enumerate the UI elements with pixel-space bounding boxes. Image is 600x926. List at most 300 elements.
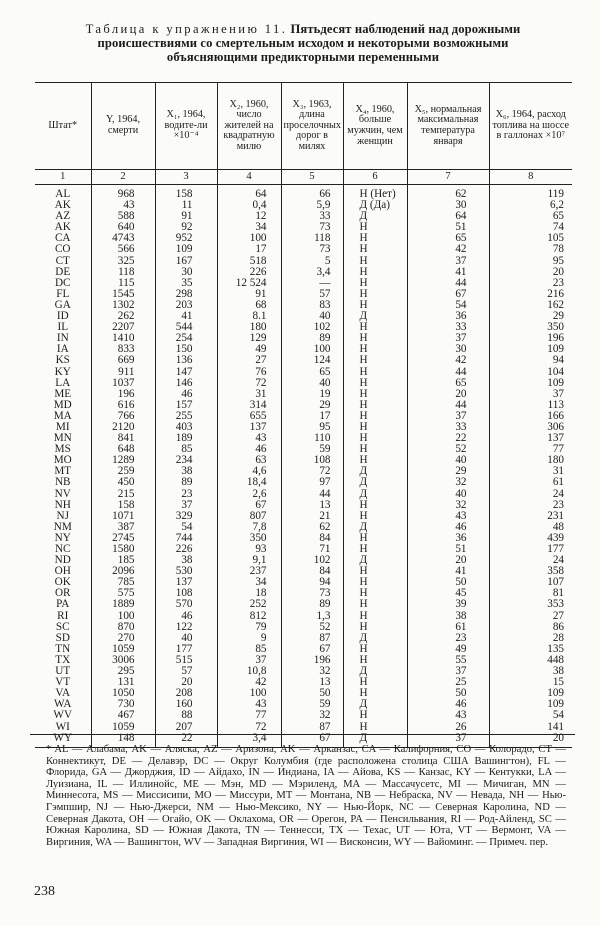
table-cell: 110 [281,433,343,444]
table-cell: 50 [407,688,489,699]
table-cell: 655 [217,411,281,422]
table-cell: NJ [35,511,91,522]
table-cell: 1889 [91,599,155,610]
table-cell: 25 [407,677,489,688]
table-row [35,233,572,244]
table-cell: 78 [552,243,564,256]
table-cell: 616 [91,400,155,411]
table-cell: 1050 [91,688,155,699]
table-cell: 189 [155,433,217,444]
table-cell: 33 [407,422,489,433]
table-cell: 79 [217,622,281,633]
column-header: Y, 1964, смерти [91,83,155,170]
table-cell: 36 [407,311,489,322]
table-cell: 911 [91,367,155,378]
column-number: 1 [35,170,91,185]
table-cell: 27 [217,355,281,366]
table-cell: MS [35,444,91,455]
table-cell: 37 [407,256,489,267]
table-cell: 38 [155,466,217,477]
table-cell: Д [343,699,407,710]
table-cell: 18,4 [217,477,281,488]
table-cell: 42 [217,677,281,688]
table-cell: 64 [217,185,281,201]
table-cell: LA [35,378,91,389]
table-cell: IN [35,333,91,344]
table-cell: Н [343,344,407,355]
table-cell: Н [343,422,407,433]
table-cell: Н [343,710,407,721]
table-cell: 8.1 [217,311,281,322]
table-cell: 350 [547,321,564,334]
table-cell: Н [343,511,407,522]
table-cell: WA [35,699,91,710]
table-cell: ID [35,311,91,322]
table-cell: 1410 [91,333,155,344]
table-cell: Д (Да) [343,200,407,211]
table-row [35,389,572,400]
table-cell: 252 [217,599,281,610]
table-cell: 1289 [91,455,155,466]
table-cell: RI [35,611,91,622]
column-header: X₃, 1963, длина проселочных дорог в милях [281,83,343,170]
table-cell: Д [343,666,407,677]
table-cell: 109 [547,376,564,389]
table-cell: Н [343,444,407,455]
table-cell: Н [343,322,407,333]
table-cell: 403 [155,422,217,433]
table-cell: 33 [407,322,489,333]
table-cell: 2096 [91,566,155,577]
table-row [35,267,572,278]
table-cell: 61 [407,622,489,633]
table-cell: 353 [547,598,564,611]
table-cell: 118 [91,267,155,278]
table-cell: 73 [281,222,343,233]
table-cell: Н [343,355,407,366]
table-cell: 231 [547,509,564,522]
table-cell: 530 [155,566,217,577]
table-cell: 43 [407,511,489,522]
table-cell: 37 [155,500,217,511]
table-cell: 86 [552,620,564,633]
table-cell: 113 [547,398,564,411]
table-cell: Н [343,677,407,688]
table-cell: 766 [91,411,155,422]
table-cell: 64 [407,211,489,222]
table-cell: 131 [91,677,155,688]
table-cell: 1037 [91,378,155,389]
table-cell: KS [35,355,91,366]
table-cell: WY [35,733,91,748]
table-cell: 12 524 [217,278,281,289]
column-header: X₆, 1964, расход топлива на шоссе в галлонах ×10⁷ [489,83,572,170]
table-cell: 158 [155,185,217,201]
table-cell: 84 [281,533,343,544]
table-cell: VA [35,688,91,699]
table-cell: Н [343,267,407,278]
table-row [35,344,572,355]
table-cell: 10,8 [217,666,281,677]
table-cell: 41 [407,267,489,278]
table-cell: 23 [407,633,489,644]
table-cell: 207 [155,722,217,733]
table-row [35,455,572,466]
table-cell: 7,8 [217,522,281,533]
table-cell: 1545 [91,289,155,300]
table-cell: 952 [155,233,217,244]
table-cell: 1071 [91,511,155,522]
column-number: 4 [217,170,281,185]
table-cell: 40 [281,311,343,322]
table-cell: 102 [281,322,343,333]
table-cell: 46 [155,611,217,622]
table-body [35,185,572,748]
table-cell: 81 [552,587,564,600]
table-cell: 325 [91,256,155,267]
table-cell: 1059 [91,722,155,733]
table-cell: 329 [155,511,217,522]
table-cell: 32 [281,710,343,721]
table-cell: 85 [155,444,217,455]
table-cell: Н [343,655,407,666]
table-cell: 450 [91,477,155,488]
table-cell: Н [343,644,407,655]
table-cell: 51 [407,544,489,555]
table-cell: Д [343,477,407,488]
table-cell: 177 [155,644,217,655]
table-cell: 147 [155,367,217,378]
table-cell: 54 [407,300,489,311]
table-row [35,710,572,721]
table-cell: 84 [281,566,343,577]
table-cell: 124 [281,355,343,366]
table-cell: 38 [155,555,217,566]
table-cell: Н [343,577,407,588]
table-cell: 63 [217,455,281,466]
column-number: 2 [91,170,155,185]
table-row [35,466,572,477]
table-cell: 146 [155,378,217,389]
table-cell: MI [35,422,91,433]
table-cell: 100 [217,688,281,699]
table-cell: 65 [552,210,564,223]
table-cell: 259 [91,466,155,477]
table-cell: 94 [281,577,343,588]
table-cell: 3006 [91,655,155,666]
table-cell: Н [343,722,407,733]
table-cell: 31 [552,465,564,478]
table-cell: 1059 [91,644,155,655]
table-cell: Н [343,233,407,244]
table-cell: 44 [407,367,489,378]
table-cell: 44 [281,489,343,500]
table-cell: 119 [547,188,564,200]
table-cell: TN [35,644,91,655]
table-cell: Д [343,555,407,566]
table-cell: DE [35,267,91,278]
table-cell: 167 [155,256,217,267]
table-cell: 19 [281,389,343,400]
column-number: 6 [343,170,407,185]
title-line-1 [20,22,586,36]
table-cell: 841 [91,433,155,444]
table-cell: 518 [217,256,281,267]
title-lead: Таблица к упражнению 11. [85,22,288,36]
table-cell: 83 [281,300,343,311]
table-cell: Д [343,733,407,748]
table-cell: 216 [547,287,564,300]
table-cell: 49 [217,344,281,355]
table-cell: SD [35,633,91,644]
table-cell: 37 [407,666,489,677]
table-cell: 91 [155,211,217,222]
table-cell: 870 [91,622,155,633]
table-cell: 97 [281,477,343,488]
table-cell: 157 [155,400,217,411]
table-cell: 35 [155,278,217,289]
table-cell: CA [35,233,91,244]
table-cell: Н [343,244,407,255]
table-row [35,699,572,710]
table-cell: VT [35,677,91,688]
table-cell: 30 [407,344,489,355]
table-cell: 0,4 [217,200,281,211]
table-cell: 22 [155,733,217,748]
table-cell: 23 [552,498,564,511]
table-row [35,300,572,311]
table-cell: AK [35,222,91,233]
table-cell: 26 [407,722,489,733]
table-row [35,688,572,699]
table-cell: AZ [35,211,91,222]
table-cell: Н [343,688,407,699]
table-cell: 32 [407,477,489,488]
table-row [35,244,572,255]
table-cell: 2120 [91,422,155,433]
table-cell: 141 [547,720,564,733]
table-cell: 43 [217,433,281,444]
table-cell: 85 [217,644,281,655]
table-cell: ND [35,555,91,566]
table-cell: 72 [217,722,281,733]
table-cell: 66 [281,185,343,201]
table-cell: — [281,278,343,289]
table-cell: 33 [281,211,343,222]
table-cell: 137 [547,432,564,445]
table-row [35,433,572,444]
table-cell: 515 [155,655,217,666]
table-cell: 226 [217,267,281,278]
table-cell: NV [35,489,91,500]
table-cell: 20 [155,677,217,688]
header-row [35,83,572,170]
table-cell: 95 [552,254,564,267]
table-cell: SC [35,622,91,633]
table-row [35,566,572,577]
table-cell: 95 [281,422,343,433]
table-cell: 52 [407,444,489,455]
table-cell: 89 [281,599,343,610]
table-cell: 358 [547,565,564,578]
column-number-row [35,170,572,185]
table-cell: 65 [407,378,489,389]
table-cell: 1302 [91,300,155,311]
table-row [35,256,572,267]
table-cell: 57 [155,666,217,677]
table-cell: MD [35,400,91,411]
table-cell: 226 [155,544,217,555]
table-cell: 49 [407,644,489,655]
table-cell: 34 [217,577,281,588]
table-cell: 150 [155,344,217,355]
table-cell: 6,2 [550,199,564,212]
table-cell: 20 [407,555,489,566]
table-cell: 77 [217,710,281,721]
table-cell: OH [35,566,91,577]
table-cell: 1,3 [281,611,343,622]
table-cell: NH [35,500,91,511]
table-cell: 180 [547,454,564,467]
table-cell: 215 [91,489,155,500]
table-cell: 2,6 [217,489,281,500]
table-cell: 67 [281,644,343,655]
table-cell: 166 [547,409,564,422]
table-cell: 23 [552,276,564,289]
table-cell: 30 [155,267,217,278]
table-cell: 73 [281,588,343,599]
table-cell: 38 [407,611,489,622]
table-cell: 13 [281,500,343,511]
table-row [35,400,572,411]
table-cell: 588 [91,211,155,222]
table-cell: 544 [155,322,217,333]
table-cell: Н [343,544,407,555]
table-cell: 439 [547,531,564,544]
table-cell: 40 [281,378,343,389]
table-cell: 46 [155,389,217,400]
table-cell: 34 [217,222,281,233]
table-cell: 566 [91,244,155,255]
table-cell: 196 [91,389,155,400]
table-cell: 105 [547,232,564,245]
table-cell: Н [343,599,407,610]
table-cell: 93 [217,544,281,555]
table-cell: 27 [552,609,564,622]
footnote: * AL — Алабама, AK — Аляска, AZ — Аризона, AK — Арканзас, CA — Калифорния, CO — Колорадо, CT — Коннектикут, DE — Делавэр, DC — Округ Колумбия (где расположена столица США Вашингтон), FL — Флорида, GA — Джорджия, ID — Айдахо, IN — Индиана, IA — Айова, KS — Канзас, KY — Кентукки, LA — Луизиана, IL — Иллинойс, ME — Мэн, MD — Мэриленд, MA — Массачусетс, MI — Мичиган, MN — Миннесота, MS — Миссисипи, MO — Миссури, MT — Монтана, NB — Небраска, NV — Невада, NH — Нью-Гэмпшир, NJ — Нью-Джерси, NM — Нью-Мексико, NY — Нью-Йорк, NC — Северная Каролина, ND — Северная Дакота, OH — Огайо, OK — Оклахома, OR — Орегон, PA — Пенсильвания, RI — Род-Айленд, SC — Южная Каролина, SD — Южная Дакота, TN — Теннесси, TX — Техас, UT — Юта, VT — Вермонт, VA — Виргиния, WA — Вашингтон, WV — Западная Виргиния, WI — Висконсин, WY — Вайоминг. — Примеч. пер. [46,744,566,848]
table-cell: 254 [155,333,217,344]
table-cell: OR [35,588,91,599]
table-cell: 298 [155,289,217,300]
table-cell: 68 [217,300,281,311]
table-cell: 5 [281,256,343,267]
table-cell: 37 [407,411,489,422]
table-row [35,655,572,666]
table-cell: MA [35,411,91,422]
table-cell: DC [35,278,91,289]
table-cell: 744 [155,533,217,544]
table-row [35,378,572,389]
column-number: 5 [281,170,343,185]
table-cell: 180 [217,322,281,333]
table-cell: 109 [547,343,564,356]
table-row [35,511,572,522]
table-cell: 46 [217,444,281,455]
table-row [35,577,572,588]
table-cell: 31 [217,389,281,400]
table-cell: 40 [407,455,489,466]
table-cell: 158 [91,500,155,511]
table-cell: 91 [217,289,281,300]
table-cell: 72 [281,466,343,477]
title-line-2: происшествиями со смертельным исходом и некоторыми возможными [97,36,509,50]
table-cell: 255 [155,411,217,422]
table-cell: 59 [281,444,343,455]
table-cell: 104 [547,365,564,378]
table-cell: TX [35,655,91,666]
table-row [35,422,572,433]
table-cell: 42 [407,355,489,366]
table-cell: CT [35,256,91,267]
table-cell: 196 [547,332,564,345]
table-cell: 203 [155,300,217,311]
column-number: 7 [407,170,489,185]
table-cell: 39 [407,599,489,610]
table-cell: 41 [155,311,217,322]
footnote-divider [30,734,575,735]
column-header: X₂, 1960, число жителей на квадратную милю [217,83,281,170]
table-cell: PA [35,599,91,610]
table-cell: UT [35,666,91,677]
table-cell: 137 [155,577,217,588]
table-cell: 62 [281,522,343,533]
table-cell: 67 [217,500,281,511]
table-row [35,666,572,677]
table-cell: 17 [281,411,343,422]
table-cell: 42 [407,244,489,255]
table-cell: 29 [407,466,489,477]
table-cell: Н [343,611,407,622]
column-header: X₁, 1964, водите-ли ×10⁻⁴ [155,83,217,170]
table-cell: 46 [407,522,489,533]
table-cell: 44 [407,278,489,289]
table-cell: GA [35,300,91,311]
table-cell: 43 [91,200,155,211]
table-cell: 136 [155,355,217,366]
table-cell: 20 [552,265,564,278]
table-cell: Д [343,311,407,322]
table-cell: Н [343,389,407,400]
table-cell: 74 [552,221,564,234]
table-cell: NY [35,533,91,544]
title-line-1-rest: Пятьдесят наблюдений над дорожными [290,22,521,36]
table-cell: 62 [407,185,489,201]
table-cell: KY [35,367,91,378]
table-cell: 9,1 [217,555,281,566]
table-cell: 234 [155,455,217,466]
table-cell: 77 [552,443,564,456]
table-cell: 270 [91,633,155,644]
table-cell: Н (Нет) [343,185,407,201]
table-cell: 20 [407,389,489,400]
table-cell: 196 [281,655,343,666]
table-cell: 448 [547,653,564,666]
table-row [35,477,572,488]
table-cell: 20 [489,733,572,748]
table-cell: 50 [281,688,343,699]
title-line-3: объясняющими предикторными переменными [166,50,440,64]
table-cell: 54 [552,709,564,722]
